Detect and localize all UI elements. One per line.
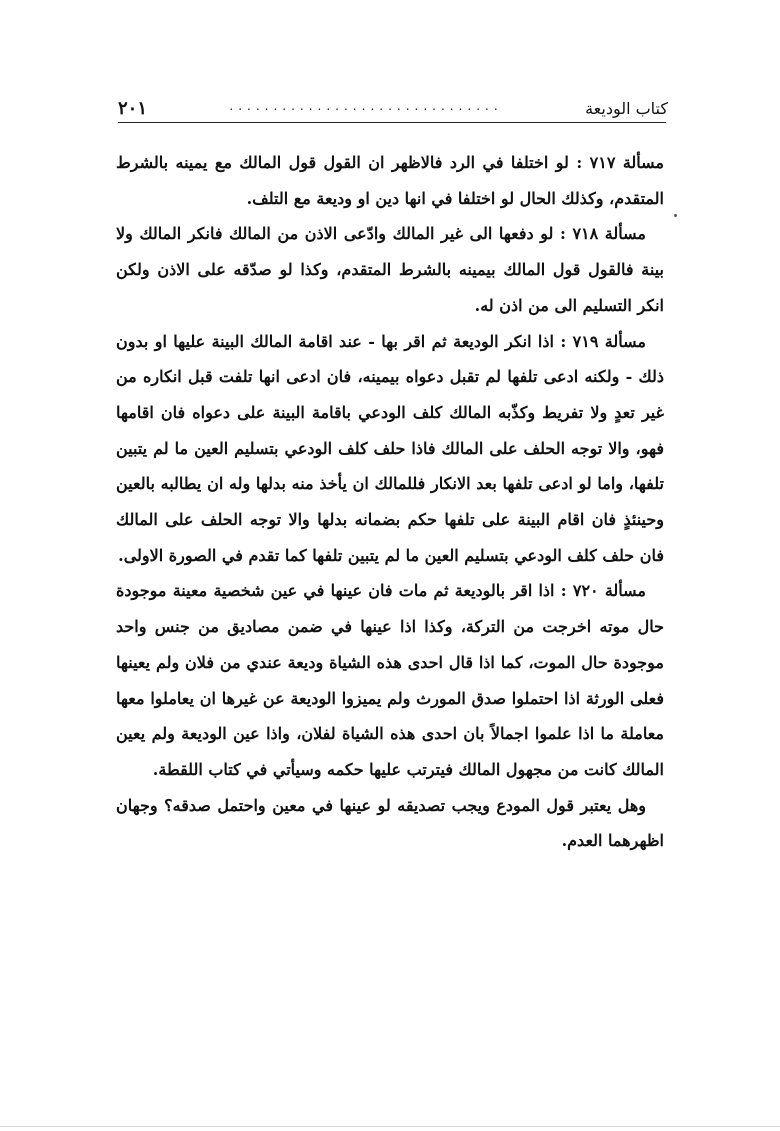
- page-body: [116, 145, 664, 859]
- header-rule: [118, 122, 666, 123]
- issue-718-label: مسألة ٧١٨ :: [559, 224, 646, 244]
- issue-719-paragraph: [116, 324, 664, 574]
- issue-717-text: لو اختلفا في الرد فالاظهر ان القول قول المالك مع يمينه بالشرط المتقدم، وكذلك الحال لو اختلفا في انها دين او وديعة مع التلف.: [116, 153, 664, 208]
- scan-mark: [674, 214, 677, 217]
- bottom-scan-rule: [0, 1126, 780, 1127]
- issue-720-paragraph: [116, 573, 664, 787]
- book-title: كتاب الوديعة: [585, 98, 668, 118]
- issue-719-label: مسألة ٧١٩ :: [560, 331, 646, 351]
- issue-720-label: مسألة ٧٢٠ :: [560, 581, 647, 601]
- issue-718-paragraph: [116, 216, 664, 323]
- closing-paragraph: [116, 788, 664, 859]
- running-header: [118, 92, 668, 124]
- issue-717-label: مسألة ٧١٧ :: [576, 153, 665, 172]
- issue-718-text: لو دفعها الى غير المالك وادّعى الاذن من المالك فانكر المالك ولا بينة فالقول قول المالك بيمينه بالشرط المتقدم، وكذا لو صدّقه على الاذن ولكن انكر التسليم الى من اذن له.: [116, 224, 664, 315]
- closing-text: وهل يعتبر قول المودع ويجب تصديقه لو عينها في معين واحتمل صدقه؟ وجهان اظهرهما العدم.: [116, 795, 664, 851]
- issue-719-text: اذا انكر الوديعة ثم اقر بها - عند اقامة المالك البينة عليها او بدون ذلك - ولكنه ادعى تلفها لم تقبل دعواه بيمينه، فان ادعى انها تلفت قبل انكاره من غير تعدٍ ولا تفريط وكذّبه المالك كلف الودعي باقامة البينة على دعواه فان اقامها فهو، والا توجه الحلف على المالك فاذا حلف كلف الودعي بتسليم العين ما لم يتبين تلفها، واما لو ادعى تلفها بعد الانكار فللمالك ان يأخذ منه بدلها وله ان يطالبه بالعين وحينئذٍ فان اقام البينة على تلفها حكم بضمانه بدلها والا توجه الحلف على المالك فان حلف كلف الودعي بتسليم العين ما لم يتبين تلفها كما تقدم في الصورة الاولى.: [116, 331, 664, 565]
- issue-717-paragraph: [116, 145, 664, 216]
- issue-720-text: اذا اقر بالوديعة ثم مات فان عينها في عين شخصية معينة موجودة حال موته اخرجت من التركة، وكذا اذا عينها في ضمن مصاديق من جنس واحد موجودة حال الموت، كما اذا قال احدى هذه الشياة وديعة عندي من فلان ولم يعينها فعلى الورثة اذا احتملوا صدق المورث ولم يميزوا الوديعة عن غيرها ان يعاملوا معها معاملة ما اذا علموا اجمالاً بان احدى هذه الشياة لفلان، واذا عين الوديعة ولم يعين المالك كانت من مجهول المالك فيترتب عليها حكمه وسيأتي في كتاب اللقطة.: [116, 581, 665, 779]
- header-leader-dots: ...............................: [229, 99, 503, 113]
- page-number: ٢٠١: [118, 97, 148, 119]
